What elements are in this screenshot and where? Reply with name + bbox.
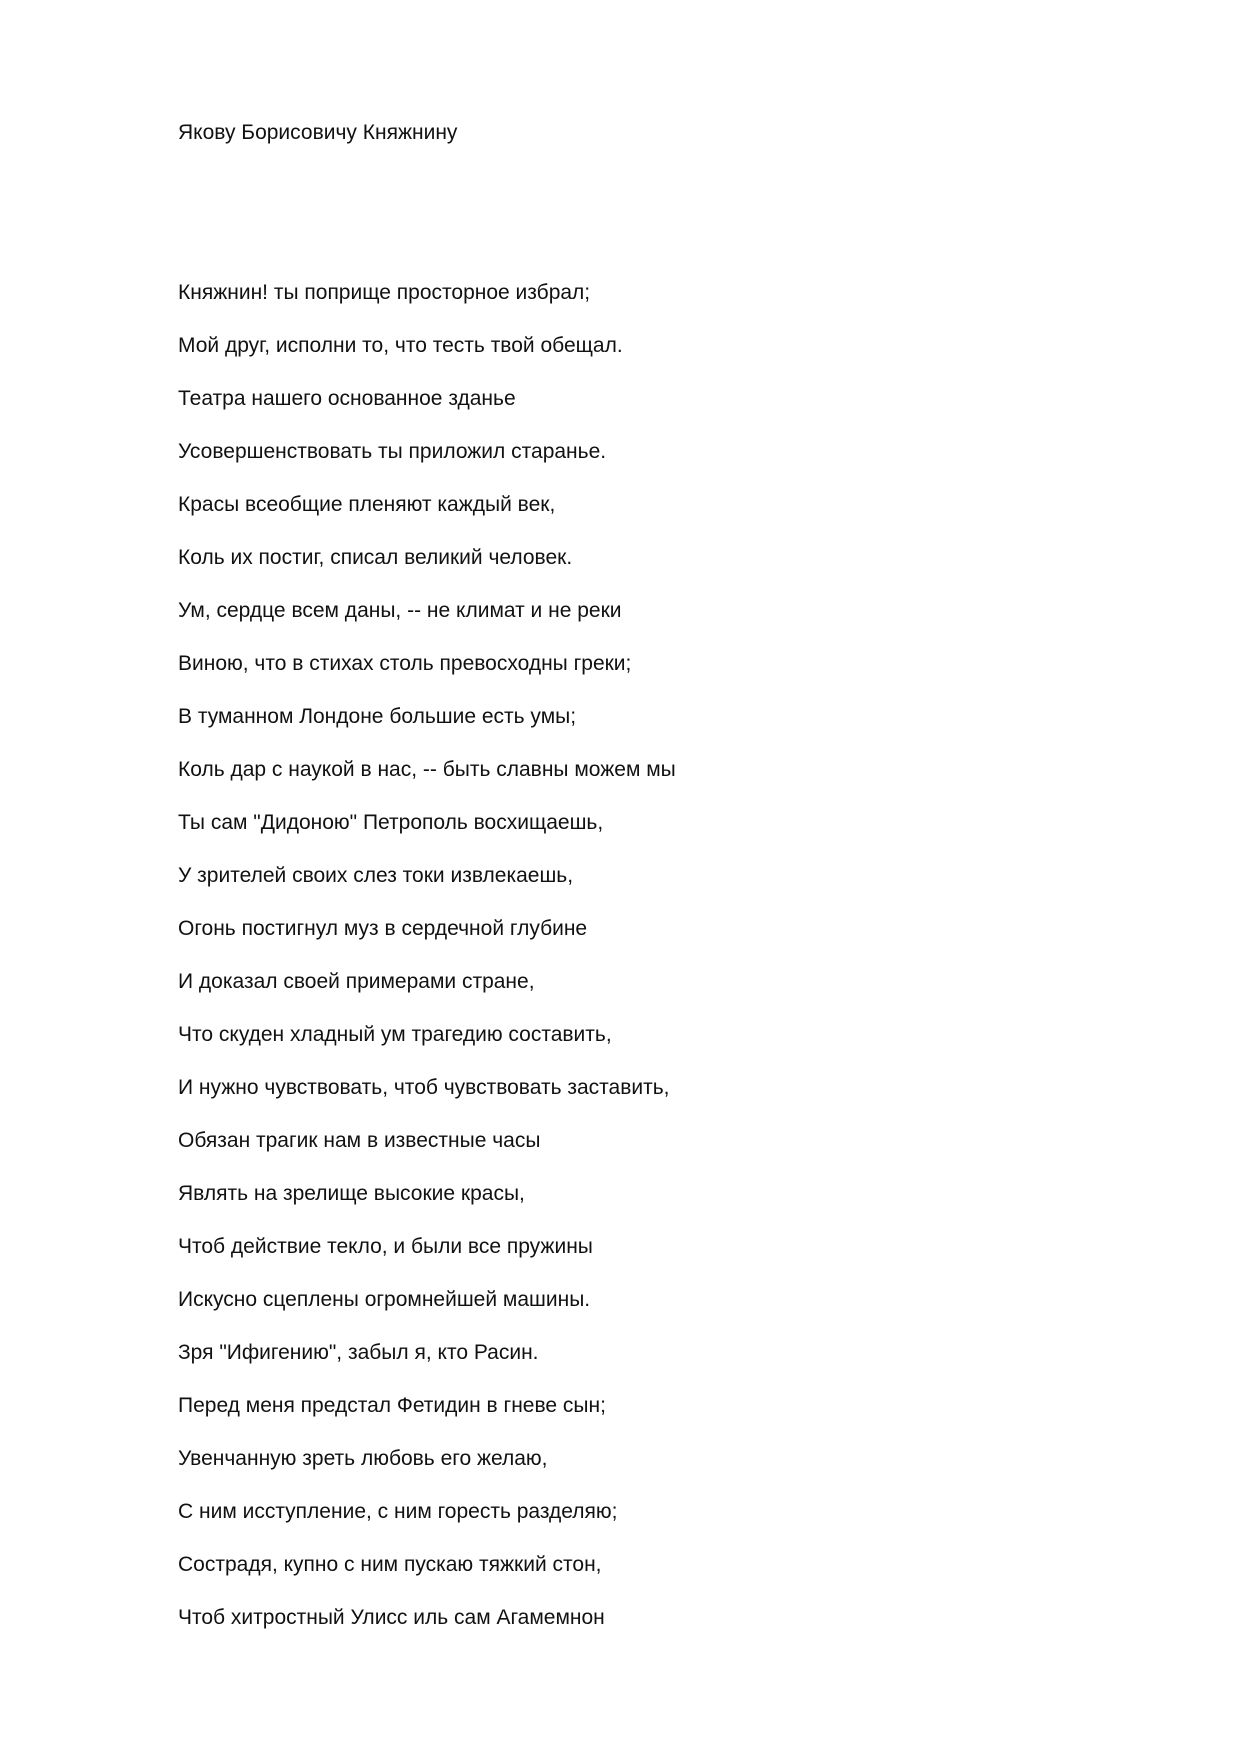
poem-line: Театра нашего основанное зданье bbox=[178, 387, 516, 410]
poem-line: И доказал своей примерами стране, bbox=[178, 970, 535, 993]
poem-line: Ты сам "Дидоною" Петрополь восхищаешь, bbox=[178, 811, 604, 834]
poem-line: Перед меня предстал Фетидин в гневе сын; bbox=[178, 1394, 606, 1417]
poem-line: Княжнин! ты поприще просторное избрал; bbox=[178, 281, 591, 304]
poem-line: У зрителей своих слез токи извлекаешь, bbox=[178, 864, 574, 887]
poem-line: Огонь постигнул муз в сердечной глубине bbox=[178, 917, 588, 940]
poem-line: Сострадя, купно с ним пускаю тяжкий стон, bbox=[178, 1553, 602, 1576]
poem-line: И нужно чувствовать, чтоб чувствовать заставить, bbox=[178, 1076, 670, 1099]
poem-line: Искусно сцеплены огромнейшей машины. bbox=[178, 1288, 591, 1311]
poem-line: Чтоб действие текло, и были все пружины bbox=[178, 1235, 593, 1258]
poem-line: Что скуден хладный ум трагедию составить, bbox=[178, 1023, 612, 1046]
poem-line: Мой друг, исполни то, что тесть твой обещал. bbox=[178, 334, 623, 357]
document-title: Якову Борисовичу Княжнину bbox=[178, 121, 458, 144]
poem-line: Ум, сердце всем даны, -- не климат и не реки bbox=[178, 599, 622, 622]
poem-line: Чтоб хитростный Улисс иль сам Агамемнон bbox=[178, 1606, 605, 1629]
poem-body bbox=[178, 279, 676, 1657]
poem-line: Виною, что в стихах столь превосходны греки; bbox=[178, 652, 632, 675]
poem-line: Коль их постиг, списал великий человек. bbox=[178, 546, 573, 569]
poem-line: Обязан трагик нам в известные часы bbox=[178, 1129, 541, 1152]
poem-line: С ним исступление, с ним горесть разделяю; bbox=[178, 1500, 618, 1523]
poem-line: Зря "Ифигению", забыл я, кто Расин. bbox=[178, 1341, 539, 1364]
poem-line: Увенчанную зреть любовь его желаю, bbox=[178, 1447, 548, 1470]
poem-line: Красы всеобщие пленяют каждый век, bbox=[178, 493, 556, 516]
poem-line: Усовершенствовать ты приложил старанье. bbox=[178, 440, 607, 463]
poem-line: В туманном Лондоне большие есть умы; bbox=[178, 705, 577, 728]
poem-line: Коль дар с наукой в нас, -- быть славны можем мы bbox=[178, 758, 676, 781]
poem-line: Являть на зрелище высокие красы, bbox=[178, 1182, 525, 1205]
